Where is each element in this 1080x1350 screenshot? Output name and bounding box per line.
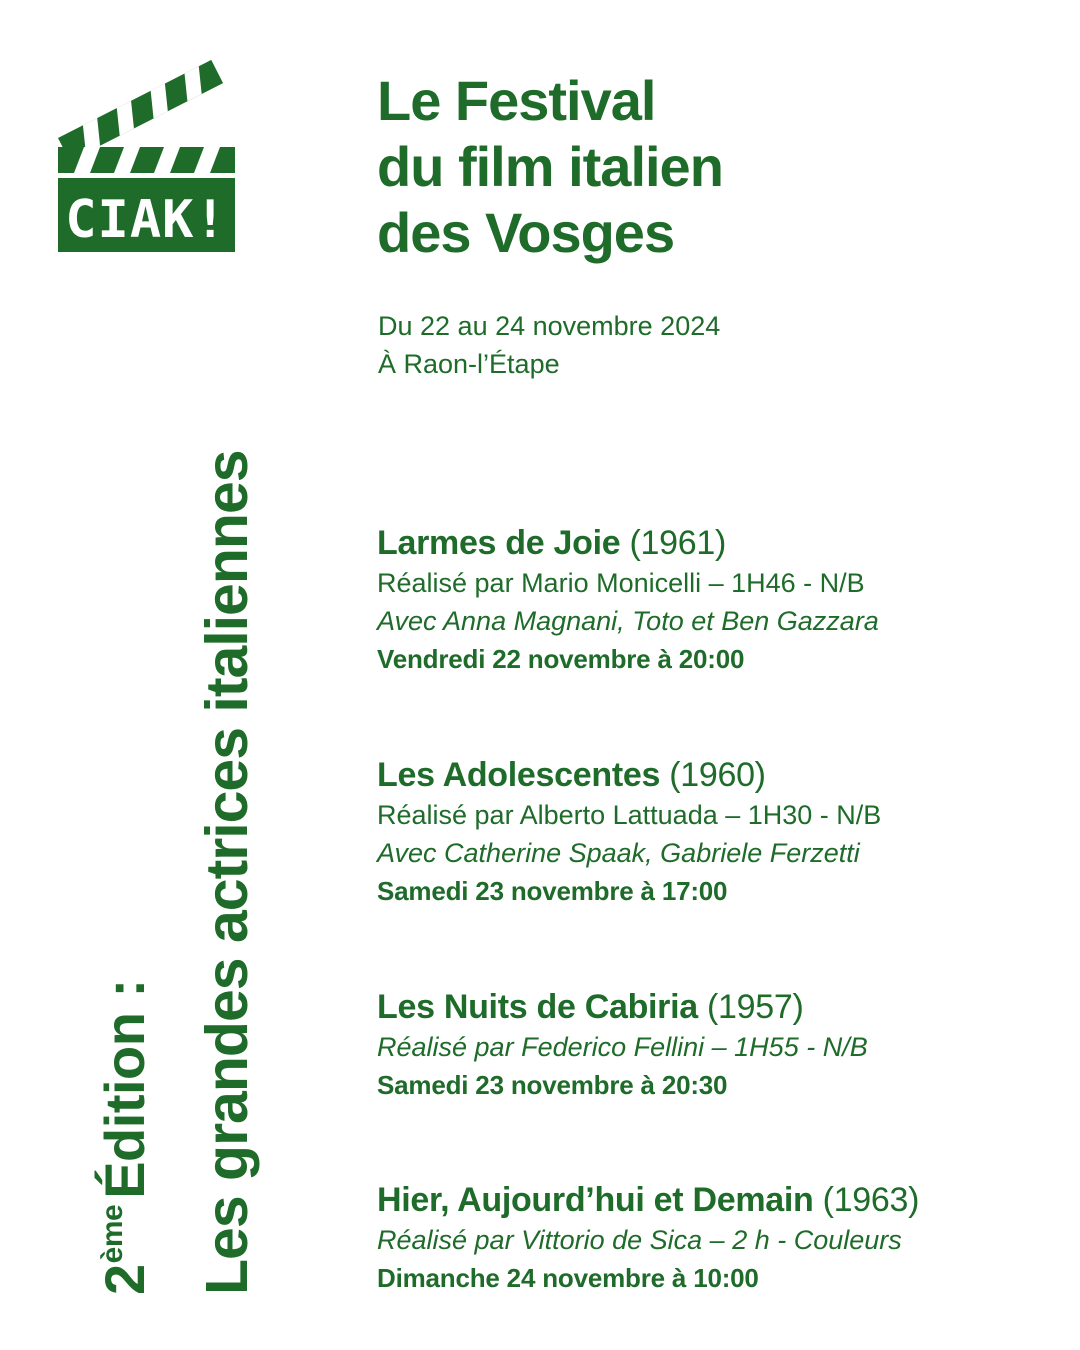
film-director: Réalisé par Federico Fellini – 1H55 - N/B xyxy=(377,1032,868,1062)
film-cast: Avec Catherine Spaak, Gabriele Ferzetti xyxy=(377,838,860,868)
festival-title-line: des Vosges xyxy=(377,201,675,264)
film-director: Réalisé par Vittorio de Sica – 2 h - Couleurs xyxy=(377,1225,902,1255)
film-title: Les Adolescentes xyxy=(377,756,661,794)
film-heading xyxy=(377,754,1067,796)
clapperboard-icon xyxy=(58,60,238,255)
film-year: (1960) xyxy=(669,756,766,794)
edition-label: Édition : xyxy=(93,979,156,1199)
film-title: Les Nuits de Cabiria xyxy=(377,988,698,1026)
festival-title xyxy=(377,68,723,266)
film-heading xyxy=(377,522,1067,564)
film-heading xyxy=(377,1179,1067,1221)
edition-number: 2 xyxy=(93,1264,156,1295)
film-title: Larmes de Joie xyxy=(377,524,621,562)
festival-dates: Du 22 au 24 novembre 2024 xyxy=(378,311,721,341)
edition-theme: Les grandes actrices italiennes xyxy=(194,450,260,1295)
film-year: (1957) xyxy=(707,988,804,1026)
film-year: (1963) xyxy=(822,1181,920,1219)
edition-line xyxy=(80,295,158,1295)
film-year: (1961) xyxy=(629,524,727,562)
festival-title-line: du film italien xyxy=(377,135,723,198)
film-screening: Vendredi 22 novembre à 20:00 xyxy=(377,644,745,674)
film-screening: Samedi 23 novembre à 17:00 xyxy=(377,876,728,906)
festival-info xyxy=(378,307,720,383)
film-entry xyxy=(377,754,1067,910)
film-screening: Samedi 23 novembre à 20:30 xyxy=(377,1070,728,1100)
film-entry xyxy=(377,522,1067,678)
film-screening: Dimanche 24 novembre à 10:00 xyxy=(377,1263,759,1293)
festival-place: À Raon-l’Étape xyxy=(378,349,560,379)
clapperboard-logo xyxy=(58,60,238,255)
film-title: Hier, Aujourd’hui et Demain xyxy=(377,1181,814,1219)
film-director: Réalisé par Mario Monicelli – 1H46 - N/B xyxy=(377,568,865,598)
film-cast: Avec Anna Magnani, Toto et Ben Gazzara xyxy=(377,606,879,636)
festival-title-line: Le Festival xyxy=(377,69,656,132)
film-heading xyxy=(377,986,1067,1028)
film-entry xyxy=(377,986,1067,1104)
edition-ordinal: ème xyxy=(96,1204,129,1264)
film-entry xyxy=(377,1179,1067,1297)
film-director: Réalisé par Alberto Lattuada – 1H30 - N/B xyxy=(377,800,882,830)
edition-banner xyxy=(80,295,262,1295)
logo-text: CIAK! xyxy=(65,190,227,250)
